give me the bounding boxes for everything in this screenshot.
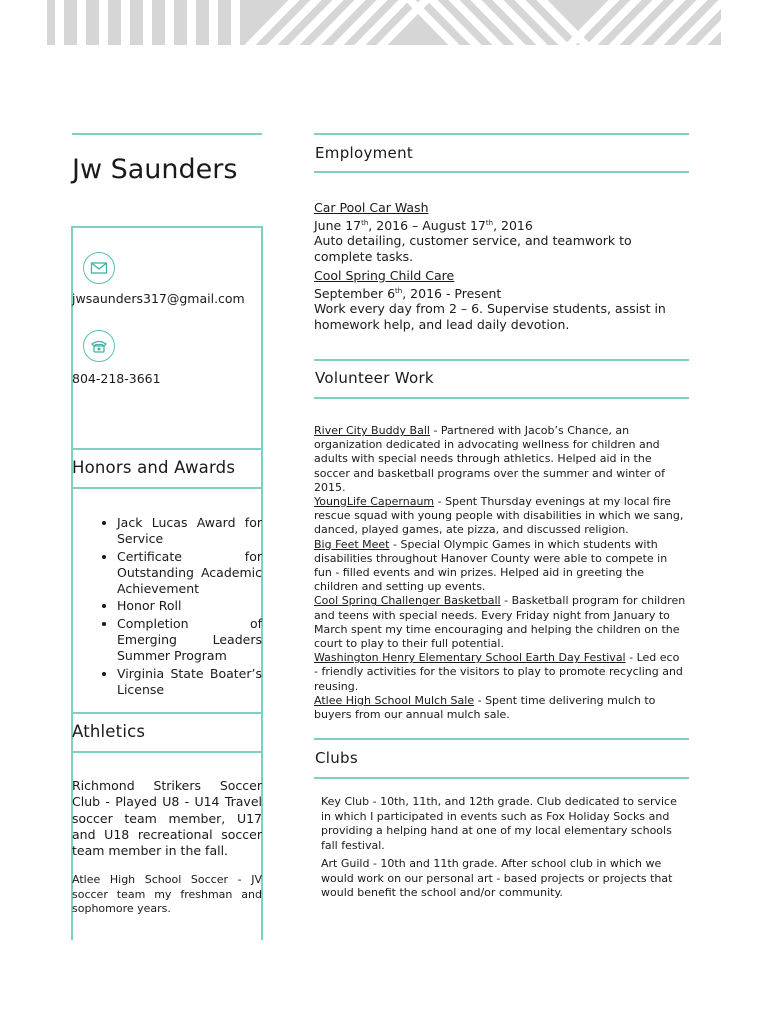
job-description: Auto detailing, customer service, and teamwork to complete tasks. — [314, 233, 632, 264]
phone-text: 804-218-3661 — [72, 371, 161, 386]
list-item: Big Feet Meet - Special Olympic Games in which students with disabilities throughout Hanover County were able to compete in fun - filled events and win prizes. Helped aid in greeting the children and setting up events. — [314, 537, 668, 594]
list-item: • Completion of Emerging Leaders Summer Program — [117, 616, 262, 665]
list-item: Atlee High School Mulch Sale - Spent time delivering mulch to buyers from our annual mulch sale. — [314, 693, 656, 722]
clubs-top-rule — [314, 738, 689, 740]
job-title: Car Pool Car Wash — [314, 200, 429, 215]
athletics-heading: Athletics — [72, 722, 146, 741]
volunteer-bottom-rule — [314, 397, 689, 399]
list-item: YoungLife Capernaum - Spent Thursday evenings at my local fire rescue squad with young people with disabilities in which we sang, danced, played games, ate pizza, and discussed religion. — [314, 495, 684, 537]
list-item: • Jack Lucas Award for Service — [117, 515, 262, 548]
list-item: • Certificate for Outstanding Academic Achievement — [117, 549, 262, 598]
athletics-top-rule — [72, 712, 263, 714]
clubs-bottom-rule — [314, 777, 689, 779]
employment-bottom-rule — [314, 171, 689, 173]
envelope-icon — [83, 252, 115, 284]
email-text: jwsaunders317@gmail.com — [72, 291, 245, 306]
athletics-bottom-rule — [72, 751, 263, 753]
honors-heading: Honors and Awards — [72, 458, 236, 477]
volunteer-list — [314, 424, 686, 722]
list-item: River City Buddy Ball - Partnered with Jacob’s Chance, an organization dedicated in advocating wellness for children and adults with special needs through athletics. Helped aid in the soccer and basketball programs over the summer and winter of 2015. — [314, 424, 665, 494]
job-dates: September 6th, 2016 - Present — [314, 285, 502, 301]
list-item: • Virginia State Boater’s License — [117, 666, 262, 699]
job-entry — [314, 268, 689, 333]
volunteer-heading: Volunteer Work — [315, 369, 434, 387]
telephone-icon — [83, 330, 115, 362]
athletics-paragraph: Atlee High School Soccer - JV soccer team my freshman and sophomore years. — [72, 873, 262, 915]
honors-top-rule — [72, 448, 263, 450]
honors-bottom-rule — [72, 487, 263, 489]
athletics-paragraph: Richmond Strikers Soccer Club - Played U8 - U14 Travel soccer team member, U17 and U18 recreational soccer team member in the fall. — [72, 778, 262, 859]
header-banner-pattern — [47, 0, 721, 45]
page-title: Jw Saunders — [72, 154, 238, 185]
job-entry — [314, 200, 689, 265]
contact-top-rule — [72, 226, 263, 228]
job-description: Work every day from 2 – 6. Supervise students, assist in homework help, and lead daily devotion. — [314, 301, 666, 332]
honors-list — [72, 515, 262, 699]
job-dates: June 17th, 2016 – August 17th, 2016 — [314, 217, 533, 233]
job-title: Cool Spring Child Care — [314, 268, 455, 283]
employment-top-rule — [314, 133, 689, 135]
list-item: Cool Spring Challenger Basketball - Basketball program for children and teens with special needs. Every Friday night from January to March spent my time encouraging and helping the children on the court to play to their full potential. — [314, 594, 686, 651]
club-paragraph: Art Guild - 10th and 11th grade. After school club in which we would work on our personal art - based projects or projects that would benefit the school and/or community. — [321, 857, 673, 900]
volunteer-top-rule — [314, 359, 689, 361]
employment-heading: Employment — [315, 144, 414, 162]
clubs-heading: Clubs — [315, 749, 358, 767]
club-paragraph: Key Club - 10th, 11th, and 12th grade. Club dedicated to service in which I participated in events such as Fox Holiday Socks and providing a helping hand at one of my local elementary schools fall festival. — [321, 795, 677, 852]
list-item: Washington Henry Elementary School Earth Day Festival - Led eco - friendly activities for the visitors to play to promote recycling and reusing. — [314, 651, 683, 693]
list-item: • Honor Roll — [117, 598, 262, 614]
name-top-rule — [72, 133, 262, 135]
